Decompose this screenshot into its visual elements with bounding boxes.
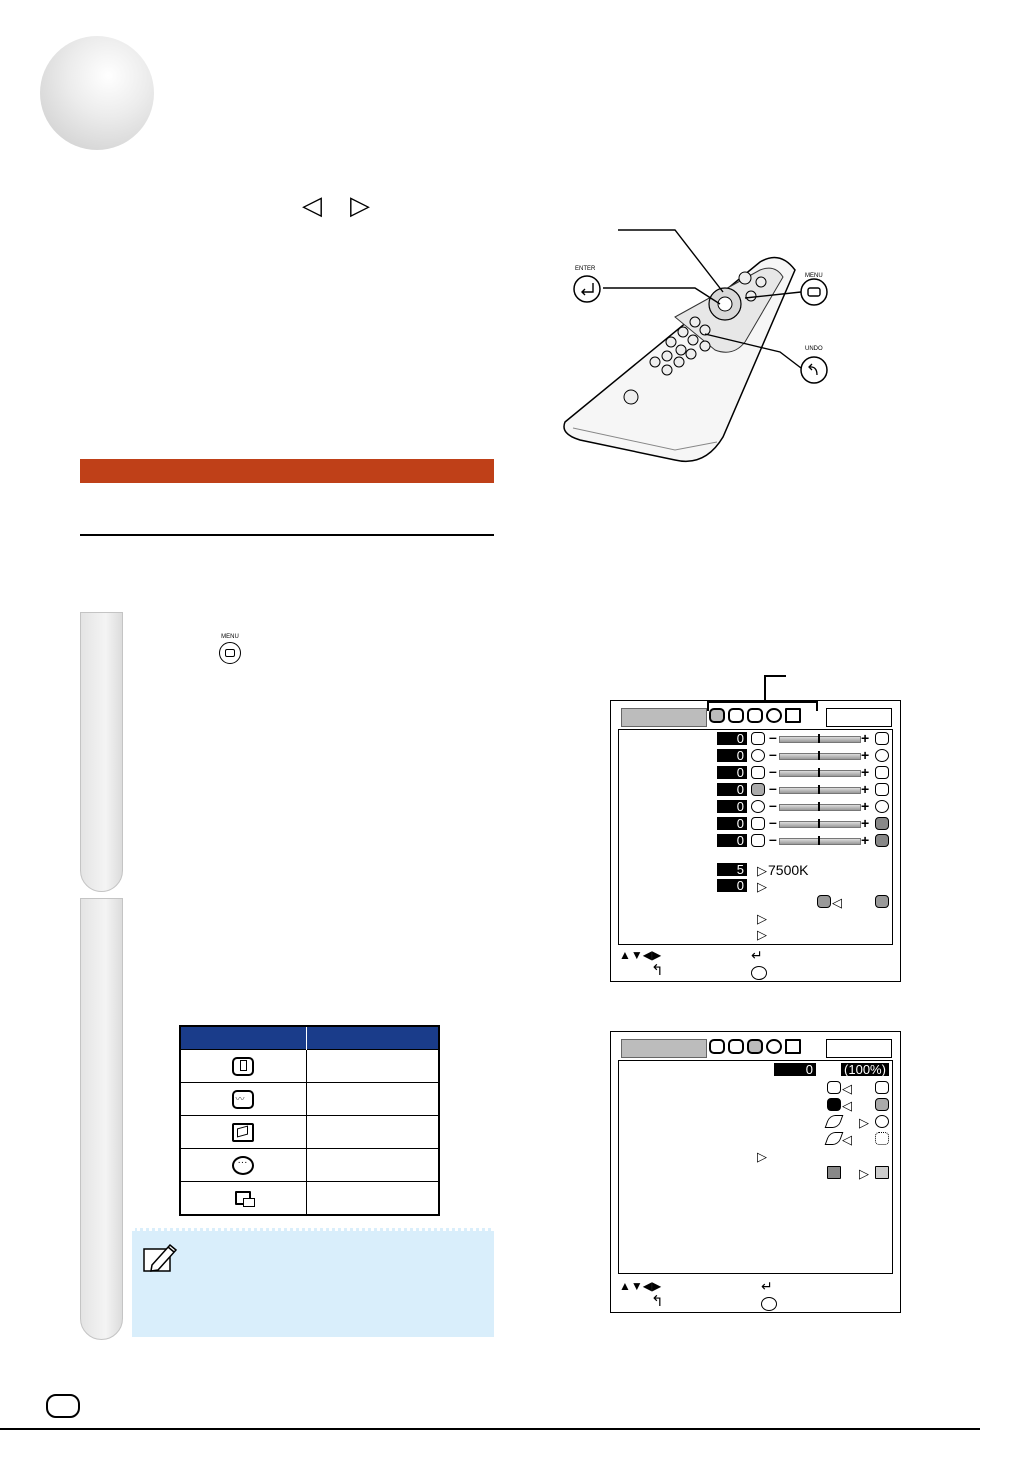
slider-value: 0 [717,800,747,813]
options-2-icon[interactable] [766,708,782,723]
toggle-row[interactable] [619,1166,892,1181]
menu-icon [761,1297,777,1311]
slider-row[interactable] [619,746,892,764]
menu-button-glyph [217,633,243,664]
color-high-icon [875,766,889,779]
blue-high-icon [875,834,889,847]
fine-sync-icon[interactable] [728,708,744,723]
menu-screen-1 [610,700,901,982]
slider-value: 0 [717,834,747,847]
minus-icon: – [769,763,777,779]
toggle-row[interactable] [619,1115,892,1130]
slider-row[interactable] [619,763,892,781]
menu-icon [219,642,241,664]
options-2-icon[interactable] [766,1039,782,1054]
right-arrow-icon: ▷ [757,911,767,926]
minus-icon: – [769,780,777,796]
option-a-icon[interactable] [827,1081,841,1094]
note-box [132,1228,494,1337]
slider-track[interactable] [779,736,861,743]
plus-icon: + [861,730,870,746]
undo-caption: UNDO [805,346,823,352]
table-icon-cell [180,1083,306,1116]
color-low-icon [751,766,765,779]
toggle-row[interactable] [619,1132,892,1147]
options-1-icon[interactable] [747,1039,763,1054]
slider-knob[interactable] [818,819,820,828]
tint-high-icon [875,783,889,796]
slider-value: 0 [717,749,747,762]
options-1-icon [232,1123,254,1142]
option-a-icon[interactable] [827,1098,841,1111]
minus-icon: – [769,746,777,762]
screen-mode-box [826,708,892,727]
pip-icon [235,1191,251,1205]
option-b-icon[interactable] [875,1081,889,1094]
option-b-icon[interactable] [875,1132,889,1145]
slider-track[interactable] [779,804,861,811]
option-a-icon[interactable] [827,1166,841,1179]
table-row [180,1116,439,1149]
section-divider [80,534,494,536]
tint-low-icon [751,783,765,796]
screen-title-tab [621,708,707,727]
section-header-bar [80,459,494,483]
pencil-note-icon [140,1241,180,1277]
setting-percent: (100%) [841,1063,889,1076]
enter-icon: ↵ [761,1278,773,1294]
table-text-cell [306,1182,439,1216]
slider-track[interactable] [779,770,861,777]
icon-callout-line [764,675,766,701]
table-icon-cell [180,1116,306,1149]
left-arrow-icon: ◁ [832,895,842,910]
slider-knob[interactable] [818,734,820,743]
sharpness-high-icon [875,800,889,813]
setting-value: 0 [774,1063,816,1076]
slider-track[interactable] [779,787,861,794]
slider-value: 0 [717,732,747,745]
screen-1-content [618,729,893,945]
icon-bracket [707,701,817,703]
setting-row[interactable] [619,1063,892,1078]
options-1-icon[interactable] [747,708,763,723]
submenu-row[interactable] [619,927,892,942]
slider-row[interactable] [619,814,892,832]
right-arrow-icon: ▷ [757,927,767,942]
table-text-cell [306,1050,439,1083]
table-icon-cell [180,1182,306,1216]
picture-icon [232,1057,254,1076]
table-header-row [180,1026,439,1050]
slider-knob[interactable] [818,836,820,845]
table-header-cell-1 [180,1026,306,1050]
menu-icon-table [179,1025,440,1216]
left-arrow-icon: ◁ [842,1132,852,1147]
toggle-row[interactable] [619,1081,892,1096]
setting-row[interactable] [619,879,892,894]
left-arrow-icon: ◁ [842,1098,852,1113]
table-text-cell [306,1149,439,1182]
slider-value: 0 [717,817,747,830]
pip-icon[interactable] [785,1039,801,1054]
footer-rule [0,1428,980,1430]
setting-value: 0 [717,879,747,892]
slider-knob[interactable] [818,768,820,777]
option-a-icon[interactable] [825,1115,844,1128]
option-a-icon[interactable] [817,895,831,908]
icon-callout-line [764,675,786,677]
table-row [180,1182,439,1216]
nav-arrows-icon: ▲▼◀▶ [619,1279,662,1293]
slider-track[interactable] [779,838,861,845]
minus-icon: – [769,814,777,830]
plus-icon: + [861,747,870,763]
color-temp-row[interactable] [619,863,892,878]
right-arrow-icon: ▷ [859,1115,869,1130]
right-arrow-icon: ▷ [350,190,370,220]
brightness-high-icon [875,749,889,762]
left-arrow-icon: ◁ [302,190,322,220]
options-2-icon: ··· [232,1156,254,1175]
table-text-cell [306,1083,439,1116]
plus-icon: + [861,764,870,780]
slider-track[interactable] [779,753,861,760]
picture-icon[interactable] [709,1039,725,1054]
right-arrow-icon: ▷ [859,1166,869,1181]
step-2-tab [80,898,123,1340]
plus-icon: + [861,798,870,814]
remote-control-illustration [555,222,855,472]
red-low-icon [751,817,765,830]
blue-low-icon [751,834,765,847]
right-arrow-icon: ▷ [757,879,767,894]
slider-value: 0 [717,766,747,779]
table-icon-cell [180,1149,306,1182]
minus-icon: – [769,831,777,847]
picture-icon[interactable] [709,708,725,723]
icon-bracket [816,701,818,711]
screen-mode-box [826,1039,892,1058]
option-b-icon[interactable] [875,895,889,908]
plus-icon: + [861,815,870,831]
table-text-cell [306,1116,439,1149]
slider-right-icon [875,732,889,745]
slider-left-icon [751,732,765,745]
header-ornament [40,36,154,150]
sharpness-low-icon [751,800,765,813]
slider-knob[interactable] [818,751,820,760]
option-b-icon[interactable] [875,1166,889,1179]
screen-title-tab [621,1039,707,1058]
screen-2-content [618,1060,893,1274]
option-b-icon[interactable] [875,1115,889,1128]
pip-icon[interactable] [785,708,801,723]
table-row [180,1050,439,1083]
menu-button-caption: MENU [221,634,239,640]
slider-row[interactable] [619,780,892,798]
undo-icon: ↰ [651,1293,664,1310]
plus-icon: + [861,832,870,848]
right-arrow-icon: ▷ [757,1149,767,1164]
language-mark [46,1394,80,1418]
submenu-row[interactable] [619,1149,892,1164]
toggle-row[interactable] [619,895,892,910]
slider-row[interactable] [619,729,892,747]
slider-knob[interactable] [818,802,820,811]
left-arrow-icon: ◁ [842,1081,852,1096]
table-icon-cell [180,1050,306,1083]
menu-caption: MENU [805,273,823,279]
nav-arrows-icon: ▲▼◀▶ [619,948,662,962]
table-row [180,1149,439,1182]
color-temp-text: 7500K [768,862,809,878]
table-header-cell-2 [306,1026,439,1050]
right-arrow-icon: ▷ [757,863,767,878]
fine-sync-icon[interactable] [728,1039,744,1054]
step-1-tab [80,612,123,892]
option-a-icon[interactable] [825,1132,844,1145]
minus-icon: – [769,797,777,813]
icon-bracket [707,701,709,711]
enter-icon: ↵ [751,947,763,963]
plus-icon: + [861,781,870,797]
brightness-low-icon [751,749,765,762]
slider-row[interactable] [619,831,892,849]
toggle-row[interactable] [619,1098,892,1113]
red-high-icon [875,817,889,830]
menu-icon [751,966,767,980]
undo-icon: ↰ [651,962,664,979]
table-row [180,1083,439,1116]
menu-screen-2 [610,1031,901,1313]
option-b-icon[interactable] [875,1098,889,1111]
slider-track[interactable] [779,821,861,828]
enter-caption: ENTER [575,266,596,272]
color-temp-value: 5 [717,863,747,876]
slider-row[interactable] [619,797,892,815]
submenu-row[interactable] [619,911,892,926]
slider-value: 0 [717,783,747,796]
minus-icon: – [769,729,777,745]
fine-sync-icon: 〰 [232,1090,254,1109]
slider-knob[interactable] [818,785,820,794]
